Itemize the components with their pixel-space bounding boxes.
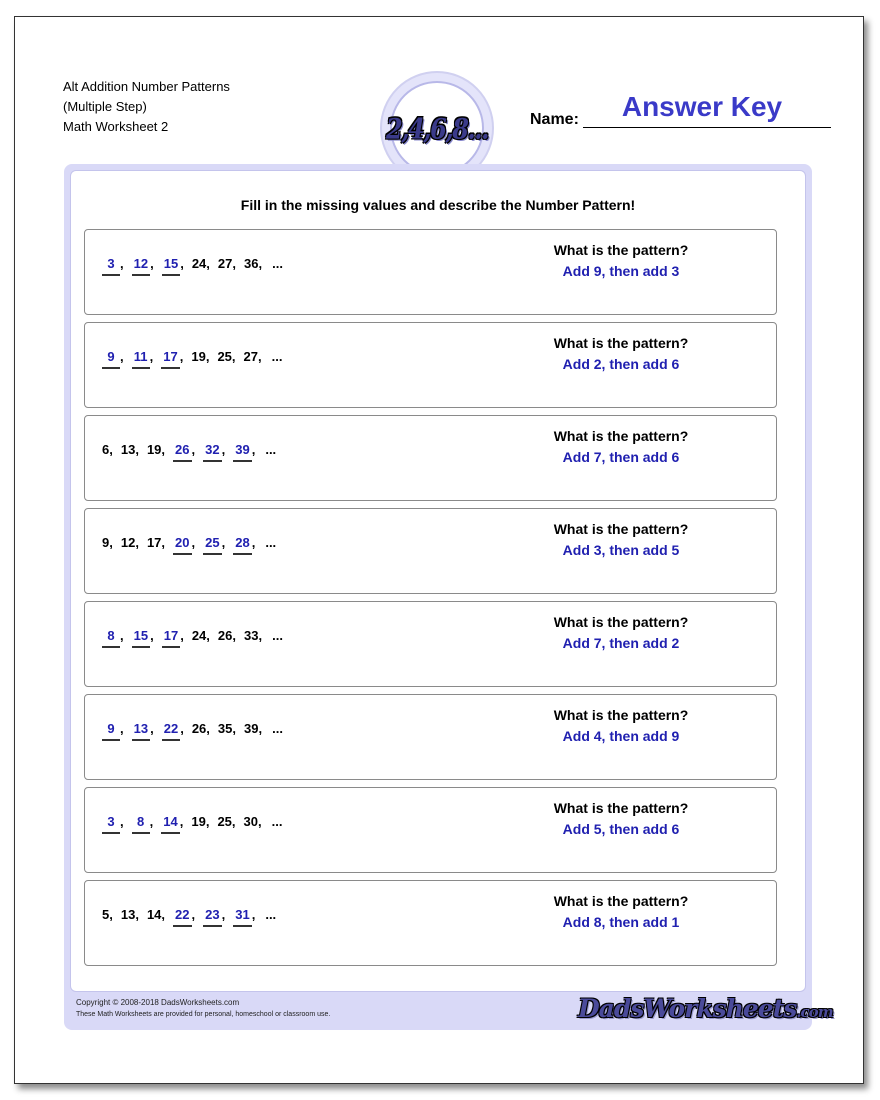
filled-answer: 9 <box>102 349 120 369</box>
filled-answer: 32 <box>203 442 221 462</box>
pattern-answer: Add 3, then add 5 <box>562 542 680 558</box>
number-sequence <box>102 814 282 836</box>
problem-box <box>84 880 777 966</box>
worksheet-number: Math Worksheet 2 <box>63 119 169 134</box>
sequence-term: 30, <box>243 814 262 829</box>
sequence-term: 25, <box>217 349 236 364</box>
answer-blank: 17 , <box>162 628 192 648</box>
badge-text: 2,4,6,8... <box>386 111 488 145</box>
filled-answer: 39 <box>233 442 251 462</box>
filled-answer: 31 <box>233 907 251 927</box>
given-value: 30 <box>243 814 258 829</box>
given-value: 39 <box>244 721 259 736</box>
sequence-ellipsis: ... <box>265 535 277 550</box>
sequence-ellipsis: ... <box>265 442 277 457</box>
given-value: 13 <box>120 442 136 457</box>
pattern-answer: Add 7, then add 6 <box>562 449 680 465</box>
filled-answer: 22 <box>162 721 180 741</box>
filled-answer: 17 <box>162 628 180 648</box>
answer-blank: 12 , <box>132 256 162 276</box>
answer-blank: 26 , <box>173 442 203 462</box>
logo-suffix: .com <box>796 1003 833 1021</box>
sequence-term: 5, <box>102 907 113 922</box>
answer-blank: 15 , <box>162 256 192 276</box>
sequence-term: 39, <box>244 721 263 736</box>
answer-blank: 17 , <box>161 349 191 369</box>
name-label: Name: <box>530 111 579 128</box>
problem-box <box>84 322 777 408</box>
filled-answer: 23 <box>203 907 221 927</box>
pattern-question: What is the pattern? <box>553 521 689 537</box>
answer-blank: 15 , <box>132 628 162 648</box>
filled-answer: 14 <box>161 814 179 834</box>
problem-box <box>84 787 777 873</box>
given-value: 13 <box>120 907 136 922</box>
filled-answer: 13 <box>132 721 150 741</box>
pattern-answer: Add 9, then add 3 <box>562 263 680 279</box>
pattern-answer: Add 5, then add 6 <box>562 821 680 837</box>
filled-answer: 12 <box>132 256 150 276</box>
answer-blank: 11 , <box>132 349 162 369</box>
filled-answer: 15 <box>132 628 150 648</box>
answer-blank: 3 , <box>102 814 132 834</box>
sequence-term: 13, <box>120 907 139 922</box>
answer-blank: 8 , <box>132 814 162 834</box>
answer-blank: 28 , <box>233 535 263 555</box>
pattern-answer: Add 4, then add 9 <box>562 728 680 744</box>
problem-box <box>84 415 777 501</box>
answer-blank: 22 , <box>162 721 192 741</box>
sequence-term: 19, <box>191 349 210 364</box>
given-value: 25 <box>217 814 232 829</box>
sequence-term: 25, <box>217 814 236 829</box>
problems-area <box>70 170 806 992</box>
given-value: 35 <box>217 721 233 736</box>
given-value: 24 <box>191 256 207 271</box>
given-value: 9 <box>102 535 110 550</box>
pattern-answer: Add 7, then add 2 <box>562 635 680 651</box>
sequence-ellipsis: ... <box>271 349 283 364</box>
copyright-text: Copyright © 2008-2018 DadsWorksheets.com <box>76 998 240 1007</box>
pattern-answer: Add 2, then add 6 <box>562 356 680 372</box>
given-value: 17 <box>146 535 162 550</box>
number-sequence <box>102 535 276 557</box>
filled-answer: 28 <box>233 535 251 555</box>
problems-panel <box>64 164 833 1030</box>
sequence-ellipsis: ... <box>272 628 283 643</box>
sequence-term: 24, <box>191 628 210 643</box>
pattern-answer: Add 8, then add 1 <box>562 914 680 930</box>
sequence-ellipsis: ... <box>272 256 283 271</box>
filled-answer: 9 <box>102 721 120 741</box>
sequence-term: 17, <box>146 535 166 550</box>
problem-box <box>84 601 777 687</box>
filled-answer: 3 <box>102 256 120 276</box>
number-sequence <box>102 721 283 743</box>
answer-blank: 9 , <box>102 349 132 369</box>
sequence-term: 13, <box>120 442 139 457</box>
title-line: Alt Addition Number Patterns <box>63 79 230 94</box>
filled-answer: 25 <box>203 535 221 555</box>
sequence-term: 12, <box>120 535 139 550</box>
answer-blank: 23 , <box>203 907 233 927</box>
filled-answer: 3 <box>102 814 120 834</box>
sequence-ellipsis: ... <box>265 907 277 922</box>
filled-answer: 8 <box>132 814 150 834</box>
problem-box <box>84 229 777 315</box>
answer-blank: 3 , <box>102 256 132 276</box>
filled-answer: 15 <box>162 256 180 276</box>
filled-answer: 17 <box>161 349 179 369</box>
given-value: 12 <box>120 535 136 550</box>
answer-blank: 14 , <box>161 814 191 834</box>
answer-blank: 32 , <box>203 442 233 462</box>
sequence-term: 27, <box>243 349 262 364</box>
site-logo <box>578 994 833 1024</box>
sequence-ellipsis: ... <box>272 721 283 736</box>
logo-main: DadsWorksheets <box>578 994 797 1023</box>
problem-box <box>84 508 777 594</box>
filled-answer: 26 <box>173 442 191 462</box>
answer-blank: 9 , <box>102 721 132 741</box>
pattern-question: What is the pattern? <box>553 800 689 816</box>
number-sequence <box>102 349 282 371</box>
given-value: 25 <box>217 349 232 364</box>
sequence-term: 14, <box>146 907 166 922</box>
given-value: 36 <box>244 256 259 271</box>
given-value: 24 <box>191 628 207 643</box>
given-value: 26 <box>191 721 207 736</box>
filled-answer: 20 <box>173 535 191 555</box>
answer-key-label: Answer Key <box>621 91 783 122</box>
pattern-question: What is the pattern? <box>553 428 689 444</box>
sequence-term: 19, <box>146 442 166 457</box>
subtitle-line: (Multiple Step) <box>63 99 147 114</box>
given-value: 26 <box>217 628 233 643</box>
name-line <box>583 127 831 128</box>
pattern-question: What is the pattern? <box>553 335 689 351</box>
given-value: 33 <box>244 628 259 643</box>
sequence-term: 9, <box>102 535 113 550</box>
answer-blank: 22 , <box>173 907 203 927</box>
problem-box <box>84 694 777 780</box>
given-value: 27 <box>217 256 233 271</box>
sequence-term: 27, <box>217 256 236 271</box>
sequence-term: 33, <box>244 628 263 643</box>
sequence-term: 6, <box>102 442 113 457</box>
given-value: 19 <box>146 442 162 457</box>
answer-blank: 8 , <box>102 628 132 648</box>
answer-blank: 13 , <box>132 721 162 741</box>
sequence-term: 35, <box>217 721 236 736</box>
given-value: 5 <box>102 907 110 922</box>
given-value: 19 <box>191 349 206 364</box>
answer-blank: 39 , <box>233 442 263 462</box>
answer-blank: 20 , <box>173 535 203 555</box>
filled-answer: 22 <box>173 907 191 927</box>
pattern-question: What is the pattern? <box>553 707 689 723</box>
sequence-term: 26, <box>217 628 236 643</box>
pattern-question: What is the pattern? <box>553 242 689 258</box>
answer-blank: 31 , <box>233 907 263 927</box>
given-value: 6 <box>102 442 110 457</box>
given-value: 14 <box>146 907 162 922</box>
filled-answer: 8 <box>102 628 120 648</box>
sequence-term: 19, <box>191 814 210 829</box>
number-sequence <box>102 256 283 278</box>
sequence-term: 26, <box>191 721 210 736</box>
sequence-term: 24, <box>191 256 210 271</box>
worksheet-title <box>63 77 230 137</box>
number-sequence <box>102 442 276 464</box>
number-sequence <box>102 628 283 650</box>
number-sequence <box>102 907 276 929</box>
usage-notice: These Math Worksheets are provided for personal, homeschool or classroom use. <box>76 1011 331 1018</box>
answer-blank: 25 , <box>203 535 233 555</box>
given-value: 19 <box>191 814 206 829</box>
copyright <box>76 997 330 1021</box>
pattern-question: What is the pattern? <box>553 614 689 630</box>
pattern-question: What is the pattern? <box>553 893 689 909</box>
instructions: Fill in the missing values and describe the Number Pattern! <box>240 197 636 213</box>
sequence-ellipsis: ... <box>271 814 283 829</box>
given-value: 27 <box>243 349 258 364</box>
filled-answer: 11 <box>132 349 150 369</box>
sequence-term: 36, <box>244 256 263 271</box>
